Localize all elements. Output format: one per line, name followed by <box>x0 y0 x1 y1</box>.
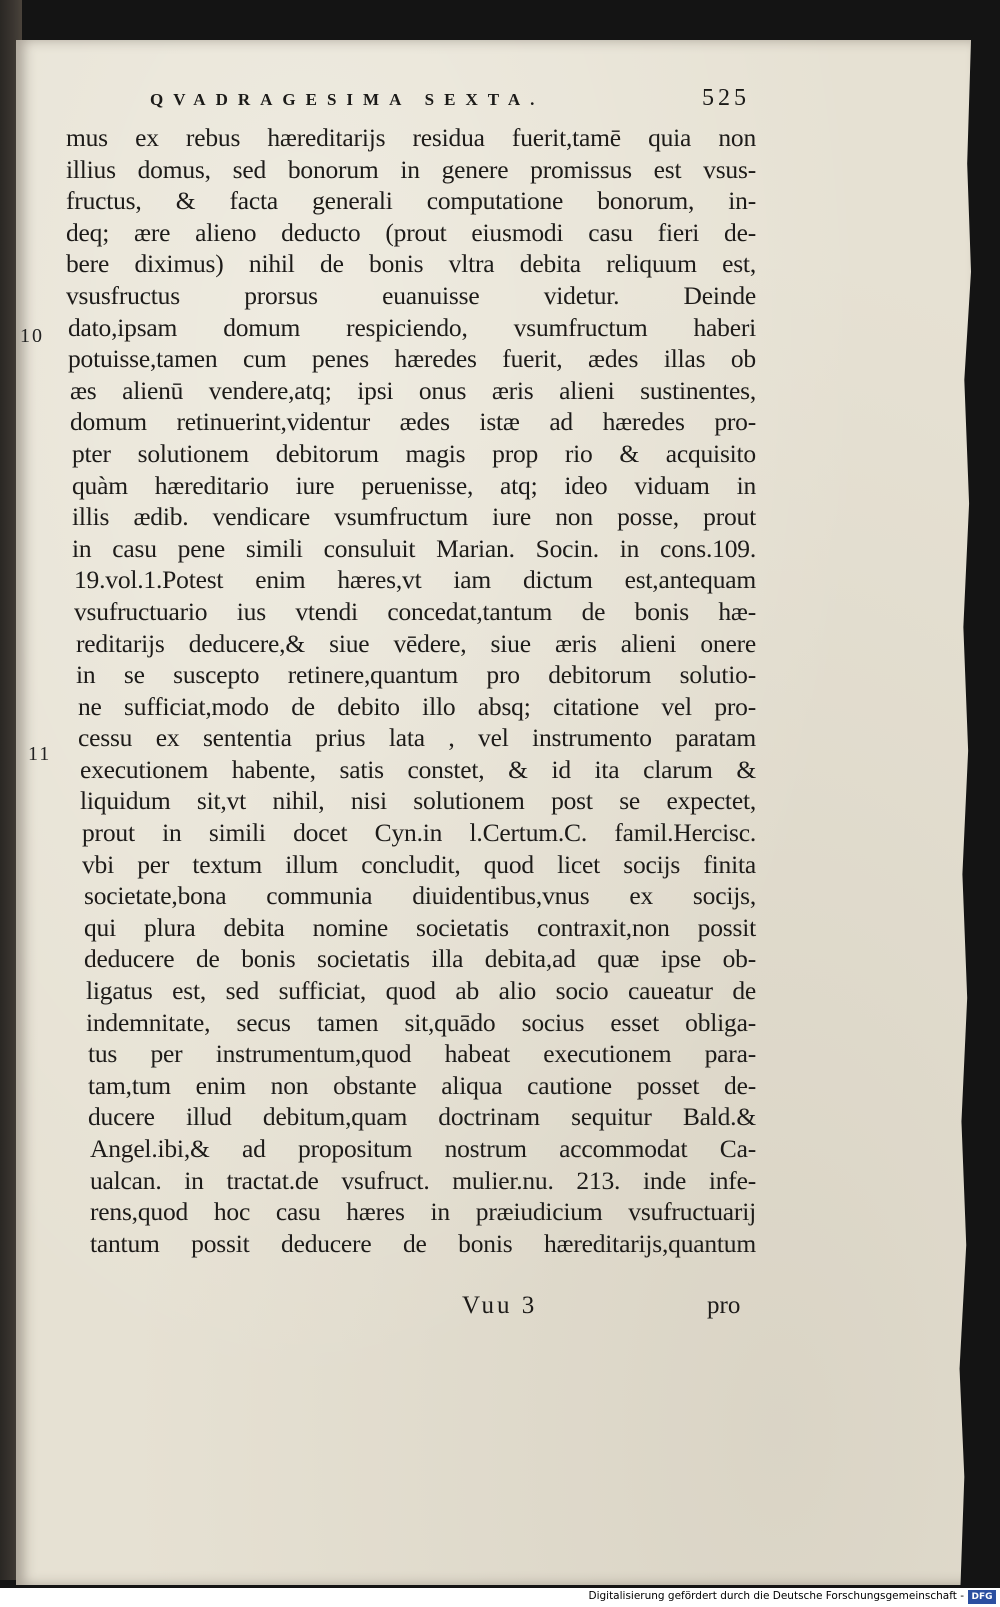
text-line: ducere illud debitum,quam doctrinam sequitur Bald.& <box>88 1102 756 1132</box>
text-line: vsusfructus prorsus euanuisse videtur. Deinde <box>66 280 756 310</box>
text-line: æs alienū vendere,atq; ipsi onus æris alieni sustinentes, <box>70 375 756 405</box>
text-line: deducere de bonis societatis illa debita,ad quæ ipse ob- <box>84 944 756 974</box>
page-number: 525 <box>702 85 750 111</box>
text-line: illius domus, sed bonorum in genere promissus est vsus- <box>66 154 756 184</box>
text-line: Angel.ibi,& ad propositum nostrum accommodat Ca- <box>90 1134 756 1163</box>
text-line: prout in simili docet Cyn.in l.Certum.C. famil.Hercisc. <box>82 818 756 848</box>
text-line: ligatus est, sed sufficiat, quod ab alio socio caueatur de <box>86 976 756 1006</box>
text-line: rens,quod hoc casu hæres in præiudicium vsufructuarij <box>90 1197 756 1227</box>
text-line: mus ex rebus hæreditarijs residua fuerit,tamē quia non <box>66 123 756 152</box>
text-line: tus per instrumentum,quod habeat executionem para- <box>88 1039 756 1069</box>
text-line: tantum possit deducere de bonis hæreditarijs,quantum <box>90 1228 756 1258</box>
text-line: 19.vol.1.Potest enim hæres,vt iam dictum est,antequam <box>74 565 756 595</box>
text-line: deq; ære alieno deducto (prout eiusmodi casu fieri de- <box>66 217 756 247</box>
text-line: cessu ex sententia prius lata , vel instrumento paratam <box>78 723 756 753</box>
text-line: vbi per textum illum concludit, quod licet socijs finita <box>82 849 756 879</box>
digitization-credit: Digitalisierung gefördert durch die Deutsche Forschungsgemeinschaft - <box>588 1590 964 1602</box>
text-line: liquidum sit,vt nihil, nisi solutionem post se expectet, <box>80 786 756 816</box>
text-line: vsufructuario ius vtendi concedat,tantum de bonis hæ- <box>74 596 756 626</box>
text-line: reditarijs deducere,& siue vēdere, siue æris alieni onere <box>76 628 756 658</box>
running-header <box>150 85 750 112</box>
text-line: societate,bona communia diuidentibus,vnus ex socijs, <box>84 881 756 911</box>
text-line: dato,ipsam domum respiciendo, vsumfructum haberi <box>68 312 756 342</box>
text-line: ualcan. in tractat.de vsufruct. mulier.nu. 213. inde infe- <box>90 1165 756 1195</box>
text-line: potuisse,tamen cum penes hæredes fuerit, ædes illas ob <box>68 344 756 374</box>
text-line: fructus, & facta generali computatione bonorum, in- <box>66 186 756 216</box>
text-line: bere diximus) nihil de bonis vltra debita reliquum est, <box>66 249 756 279</box>
catchword: pro <box>707 1292 741 1319</box>
text-line: in casu pene simili consuluit Marian. Socin. in cons.109. <box>72 533 756 563</box>
text-line: tam,tum enim non obstante aliqua cautione posset de- <box>88 1070 756 1100</box>
text-line: in se suscepto retinere,quantum pro debitorum solutio- <box>76 660 756 690</box>
margin-number-10: 10 <box>20 325 44 347</box>
body-text <box>66 122 756 1259</box>
text-line: indemnitate, secus tamen sit,quādo socius esset obliga- <box>86 1007 756 1037</box>
text-line: domum retinuerint,videntur ædes istæ ad hæredes pro- <box>70 407 756 437</box>
margin-number-11: 11 <box>28 743 52 765</box>
dfg-logo: DFG <box>968 1590 996 1604</box>
signature-mark: Vuu 3 <box>462 1292 538 1319</box>
text-line: pter solutionem debitorum magis prop rio & acquisito <box>72 438 756 468</box>
text-line: ne sufficiat,modo de debito illo absq; citatione vel pro- <box>78 691 756 721</box>
text-line: illis ædib. vendicare vsumfructum iure non posse, prout <box>72 502 756 532</box>
text-line: quàm hæreditario iure peruenisse, atq; ideo viduam in <box>72 470 756 500</box>
running-title: QVADRAGESIMA SEXTA. <box>150 90 545 109</box>
text-line: executionem habente, satis constet, & id ita clarum & <box>80 754 756 784</box>
text-line: qui plura debita nomine societatis contraxit,non possit <box>84 912 756 942</box>
